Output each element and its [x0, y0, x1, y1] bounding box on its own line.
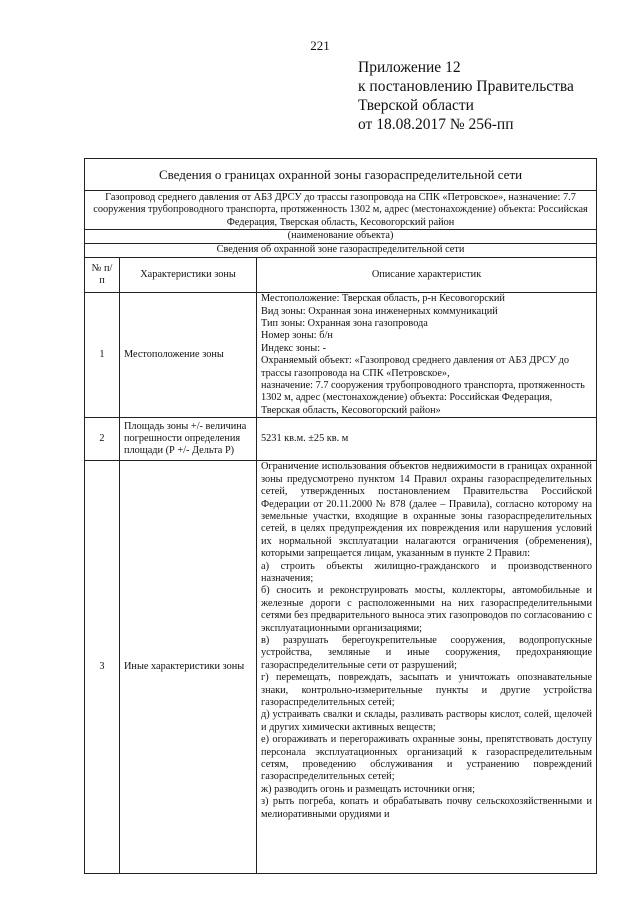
appendix-heading — [358, 58, 574, 134]
row-1-line: Вид зоны: Охранная зона инженерных коммуникаций — [261, 305, 498, 317]
row-3-num: 3 — [85, 461, 120, 874]
row-1-description — [257, 293, 597, 418]
header-characteristic: Характеристики зоны — [120, 258, 257, 293]
object-description: Газопровод среднего давления от АБЗ ДРСУ до трассы газопровода на СПК «Петровское», назначение: 7.7 сооружения трубопроводного транспорта, протяженность 1302 м, адрес (местонахождение) объекта: Российская Федерация, Тверская область, Кесовогорский район — [85, 191, 597, 230]
protection-zone-table — [84, 158, 597, 874]
row-3-paragraph: ж) разводить огонь и размещать источники огня; — [261, 783, 476, 795]
row-3-paragraph: е) огораживать и перегораживать охранные зоны, препятствовать доступу персонала эксплуатационных организаций к газораспределительным сетям, проведению обслуживания и устранению повреждений газораспределительных сетей; — [261, 734, 593, 783]
header-description: Описание характеристик — [257, 258, 597, 293]
table-header-row — [85, 258, 597, 293]
appendix-line-2: к постановлению Правительства — [358, 78, 574, 95]
row-1-line: Охраняемый объект: «Газопровод среднего давления от АБЗ ДРСУ до трассы газопровода на СПК «Петровское», — [261, 355, 570, 379]
row-1-line: Местоположение: Тверская область, р-н Кесовогорский — [261, 293, 505, 305]
page-number: 221 — [310, 38, 330, 53]
appendix-line-1: Приложение 12 — [358, 59, 461, 76]
row-1-line: Индекс зоны: - — [261, 342, 327, 354]
row-3-paragraph: в) разрушать берегоукрепительные сооружения, водопропускные устройства, земляные и иные сооружения, предохраняющие газораспределительные сети от разрушений; — [261, 634, 593, 671]
table-row-location — [85, 293, 597, 418]
row-3-text-clip — [261, 461, 592, 873]
appendix-line-3: Тверской области — [358, 97, 474, 114]
table-row-other — [85, 461, 597, 874]
row-2-characteristic: Площадь зоны +/- величина погрешности определения площади (Р +/- Дельта Р) — [120, 418, 257, 461]
row-3-paragraph: г) перемещать, повреждать, засыпать и уничтожать опознавательные знаки, контрольно-измерительные пункты и другие устройства газораспределительных сетей; — [261, 672, 593, 708]
row-3-description — [257, 461, 597, 874]
row-1-line: Номер зоны: б/н — [261, 330, 333, 342]
row-3-paragraph: б) сносить и реконструировать мосты, коллекторы, автомобильные и железные дороги с расположенными на них газораспределительными сетями без предварительного выноса этих газопроводов по согласованию с эксплуатационными организациями; — [261, 585, 593, 634]
row-1-line: назначение: 7.7 сооружения трубопроводного транспорта, протяженность 1302 м, адрес (местонахождение) объекта: Российская Федерация, Тверская область, Кесовогорский район» — [261, 380, 585, 416]
row-3-paragraph: д) устраивать свалки и склады, разливать растворы кислот, солей, щелочей и других химически активных веществ; — [261, 709, 593, 733]
table-title: Сведения о границах охранной зоны газораспределительной сети — [85, 159, 597, 191]
object-name-caption: (наименование объекта) — [85, 230, 597, 244]
row-3-characteristic: Иные характеристики зоны — [120, 461, 257, 874]
row-1-num: 1 — [85, 293, 120, 418]
row-2-num: 2 — [85, 418, 120, 461]
header-num: № п/п — [85, 258, 120, 293]
table-subtitle: Сведения об охранной зоне газораспределительной сети — [85, 244, 597, 258]
row-3-paragraph: з) рыть погреба, копать и обрабатывать почву сельскохозяйственными и мелиоративными орудиями и — [261, 796, 593, 820]
row-3-paragraph: а) строить объекты жилищно-гражданского и производственного назначения; — [261, 560, 593, 584]
appendix-line-4: от 18.08.2017 № 256-пп — [358, 116, 514, 133]
row-1-characteristic: Местоположение зоны — [120, 293, 257, 418]
row-1-line: Тип зоны: Охранная зона газопровода — [261, 318, 428, 330]
row-3-paragraph: Ограничение использования объектов недвижимости в границах охранной зоны предусмотрено пунктом 14 Правил охраны газораспределительных сетей, утвержденных постановлением Правительства Российской Федерации от 20.11.2000 № 878 (далее – Правила), согласно которому на земельные участки, входящие в охранные зоны газораспределительных сетей, в целях предупреждения их повреждения или нарушения условий их нормальной эксплуатации налагаются ограничения (обременения), которыми запрещается лицам, указанным в пункте 2 Правил: — [261, 461, 593, 560]
row-2-description: 5231 кв.м. ±25 кв. м — [257, 418, 597, 461]
table-row-area — [85, 418, 597, 461]
